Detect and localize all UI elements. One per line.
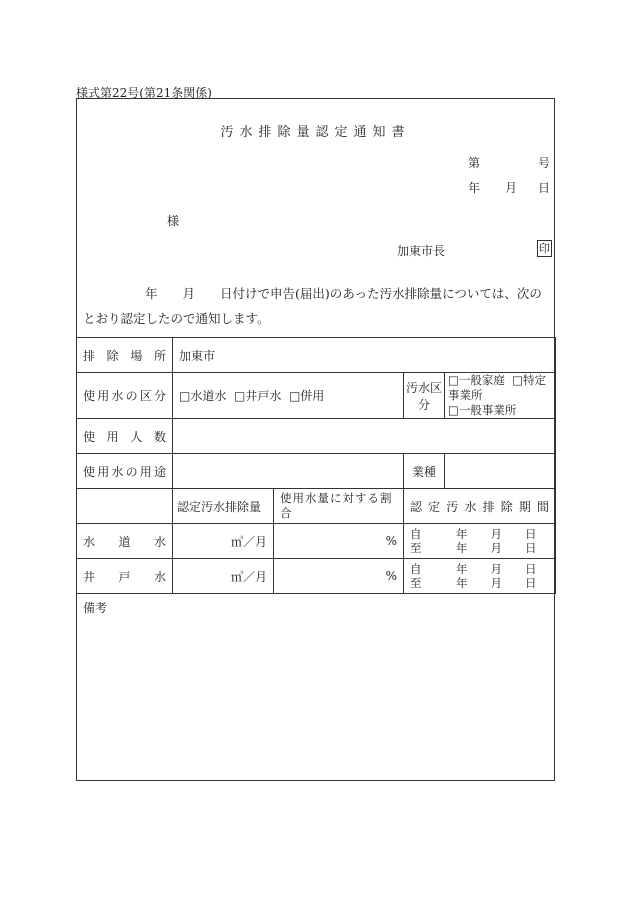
period-to: 至 年 月 日: [410, 576, 537, 590]
users-value[interactable]: [173, 419, 556, 454]
notice-body-text: 年 月 日付けで申告(届出)のあった汚水排除量については、次のとおり認定したので通知します。: [83, 286, 542, 326]
seal-mark: 印: [539, 242, 550, 255]
sender-name: 加東市長: [397, 244, 446, 258]
table-row: [77, 373, 556, 419]
users-label: 使用人数: [77, 419, 173, 454]
well-water-label: 井戸水: [77, 559, 173, 594]
table-row: [77, 489, 556, 524]
form-title: 汚水排除量認定通知書: [220, 125, 411, 140]
industry-value[interactable]: [445, 454, 556, 489]
industry-label: 業種: [404, 454, 445, 489]
tap-water-label: 水道水: [77, 524, 173, 559]
well-water-unit: ㎥／月: [173, 559, 274, 594]
location-label: 排除場所: [77, 338, 173, 373]
purpose-value[interactable]: [173, 454, 404, 489]
water-option-well[interactable]: □井戸水: [233, 389, 282, 403]
purpose-label: 使用水の用途: [77, 454, 173, 489]
recipient-honorific: 様: [167, 214, 180, 228]
well-water-percent: %: [274, 559, 404, 594]
header-blank: [77, 489, 173, 524]
col-period-header: 認定汚水排除期間: [404, 489, 556, 524]
date-year: 年: [468, 181, 481, 195]
col-certified-header: 認定汚水排除量: [173, 489, 274, 524]
water-option-both[interactable]: □併用: [288, 389, 325, 403]
number-suffix: 号: [538, 156, 551, 170]
sewage-option-general[interactable]: □一般事業所: [448, 403, 517, 417]
date-month: 月: [505, 181, 518, 195]
tap-water-percent: %: [274, 524, 404, 559]
table-row: [77, 454, 556, 489]
water-option-tap[interactable]: □水道水: [179, 389, 227, 403]
sewage-type-options: [445, 373, 556, 419]
col-ratio-header: 使用水量に対する割合: [274, 489, 404, 524]
water-type-options: [173, 373, 404, 419]
number-prefix: 第: [468, 156, 481, 170]
sewage-type-label: 汚水区分: [404, 373, 445, 419]
table-row: [77, 559, 556, 594]
location-value: 加東市: [173, 338, 556, 373]
water-type-label: 使用水の区分: [77, 373, 173, 419]
period-from: 自 年 月 日: [410, 527, 537, 541]
well-water-period: [404, 559, 556, 594]
tap-water-period: [404, 524, 556, 559]
tap-water-unit: ㎥／月: [173, 524, 274, 559]
notes-label: 備考: [83, 601, 108, 615]
table-row: [77, 524, 556, 559]
sewage-option-household[interactable]: □一般家庭: [448, 373, 505, 387]
form-number-label: 様式第22号(第21条関係): [76, 86, 212, 100]
period-from: 自 年 月 日: [410, 562, 537, 576]
period-to: 至 年 月 日: [410, 541, 537, 555]
table-row: [77, 338, 556, 373]
table-row: [77, 419, 556, 454]
sewage-option-specific[interactable]: □特定事業所: [448, 373, 547, 402]
date-day: 日: [538, 181, 551, 195]
details-table: [76, 337, 556, 594]
notice-form: [76, 98, 555, 781]
